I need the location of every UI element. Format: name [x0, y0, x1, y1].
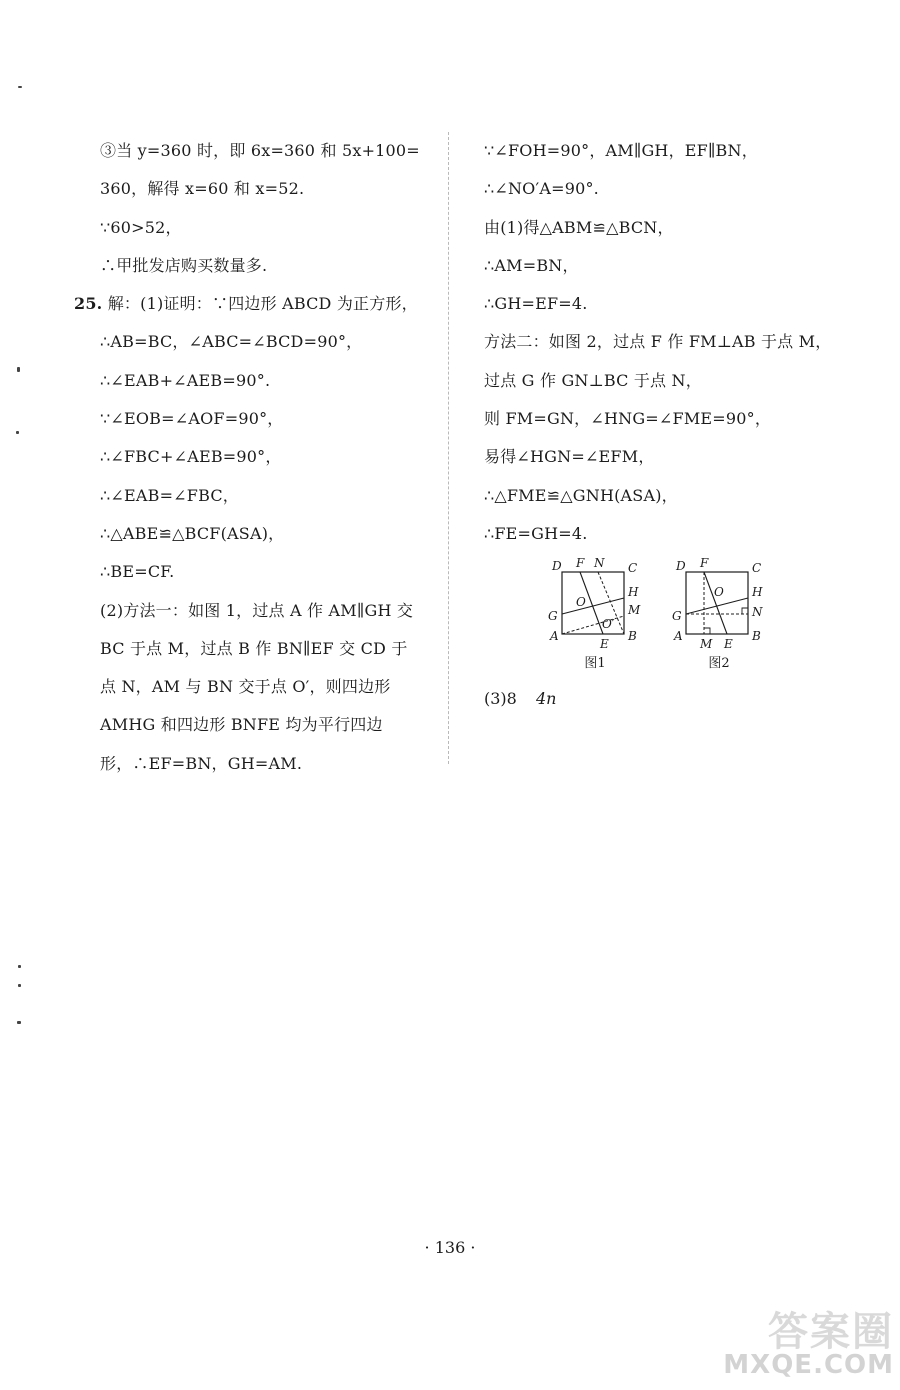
label-e: E: [600, 637, 609, 651]
watermark-bottom-text: MXQE.COM: [723, 1350, 894, 1380]
label-o: O: [576, 595, 586, 609]
text-line: 由(1)得△ABM≌△BCN，: [484, 217, 674, 237]
label-d: D: [676, 559, 686, 573]
figure-2-diagram: [664, 556, 774, 652]
text-line: ∵∠EOB=∠AOF=90°，: [100, 409, 284, 429]
label-d: D: [552, 559, 562, 573]
text-line: ∵∠FOH=90°，AM∥GH，EF∥BN，: [484, 141, 758, 160]
watermark-logo: [722, 1300, 898, 1388]
label-c: C: [752, 561, 762, 575]
label-n: N: [752, 605, 763, 619]
part-3-label: (3)8: [484, 689, 517, 708]
label-f: F: [576, 556, 585, 570]
text-line: ∴∠NO′A=90°.: [484, 179, 599, 199]
figure-1-diagram: [540, 556, 650, 652]
page-number: · 136 ·: [424, 1238, 476, 1257]
part-3-value: 4n: [535, 689, 557, 708]
label-b: B: [752, 629, 761, 643]
text-line: 过点 G 作 GN⊥BC 于点 N，: [484, 370, 702, 390]
label-o: O: [714, 585, 724, 599]
label-n: N: [594, 556, 605, 570]
label-h: H: [752, 585, 763, 599]
text-line: ∴GH=EF=4.: [484, 294, 588, 314]
text-line: ∴∠EAB=∠FBC，: [100, 485, 239, 505]
label-m: M: [700, 637, 713, 651]
text-line: ∵60>52，: [100, 217, 182, 237]
square-abcd: [686, 572, 748, 634]
segment-am: [562, 616, 624, 634]
text-line: (2)方法一：如图 1，过点 A 作 AM∥GH 交: [100, 600, 414, 620]
text-line: 解：(1)证明：∵四边形 ABCD 为正方形，: [107, 294, 418, 314]
label-e: E: [724, 637, 733, 651]
figure-2: [664, 556, 774, 671]
text-line: ∴BE=CF.: [100, 562, 175, 582]
text-line: ∴△FME≌△GNH(ASA)，: [484, 485, 678, 505]
text-line: ∴∠FBC+∠AEB=90°，: [100, 447, 282, 467]
problem-number: 25.: [74, 294, 103, 314]
segment-gh: [686, 598, 748, 614]
scan-mark: [18, 984, 21, 987]
right-angle-mark-n: [742, 608, 748, 614]
watermark-top-text: 答案圈: [768, 1309, 894, 1355]
scan-mark: [18, 86, 22, 88]
text-line: ∴FE=GH=4.: [484, 523, 588, 543]
segment-fe: [704, 572, 727, 634]
text-line: ∴∠EAB+∠AEB=90°.: [100, 370, 271, 390]
text-line: BC 于点 M，过点 B 作 BN∥EF 交 CD 于: [100, 638, 408, 658]
label-f: F: [700, 556, 709, 570]
text-line: ③当 y=360 时，即 6x=360 和 5x+100=: [100, 141, 420, 160]
text-line: 易得∠HGN=∠EFM，: [484, 447, 655, 467]
text-line: ∴△ABE≌△BCF(ASA)，: [100, 523, 285, 543]
text-line: 点 N，AM 与 BN 交于点 O′，则四边形: [100, 677, 391, 697]
text-line: ∴甲批发店购买数量多.: [100, 255, 268, 275]
text-line: 方法二：如图 2，过点 F 作 FM⊥AB 于点 M，: [484, 332, 832, 352]
right-angle-mark-m: [704, 628, 710, 634]
scan-mark: [16, 431, 19, 434]
scan-mark: [17, 367, 20, 372]
text-line: 360，解得 x=60 和 x=52.: [100, 179, 305, 199]
label-a: A: [674, 629, 683, 643]
label-c: C: [628, 561, 638, 575]
right-column: [484, 132, 844, 553]
label-m: M: [628, 603, 641, 617]
label-o-prime: O′: [602, 617, 615, 631]
scan-mark: [18, 965, 21, 968]
label-h: H: [628, 585, 639, 599]
text-line: 则 FM=GN，∠HNG=∠FME=90°，: [484, 409, 772, 429]
left-column: [74, 132, 440, 783]
problem-25-heading: [74, 285, 440, 323]
text-line: 形，∴EF=BN，GH=AM.: [100, 753, 303, 773]
column-divider: [448, 132, 449, 764]
figure-2-caption: 图2: [708, 656, 730, 671]
label-g: G: [548, 609, 558, 623]
part-3-answer: [484, 688, 570, 710]
figure-row: [540, 556, 780, 674]
text-line: AMHG 和四边形 BNFE 均为平行四边: [100, 715, 383, 735]
label-g: G: [672, 609, 682, 623]
figure-1-caption: 图1: [584, 656, 606, 671]
scan-mark: [17, 1021, 21, 1024]
text-line: ∴AB=BC，∠ABC=∠BCD=90°，: [100, 332, 363, 352]
label-a: A: [550, 629, 559, 643]
text-line: ∴AM=BN，: [484, 255, 579, 275]
figure-1: [540, 556, 650, 671]
label-b: B: [628, 629, 637, 643]
